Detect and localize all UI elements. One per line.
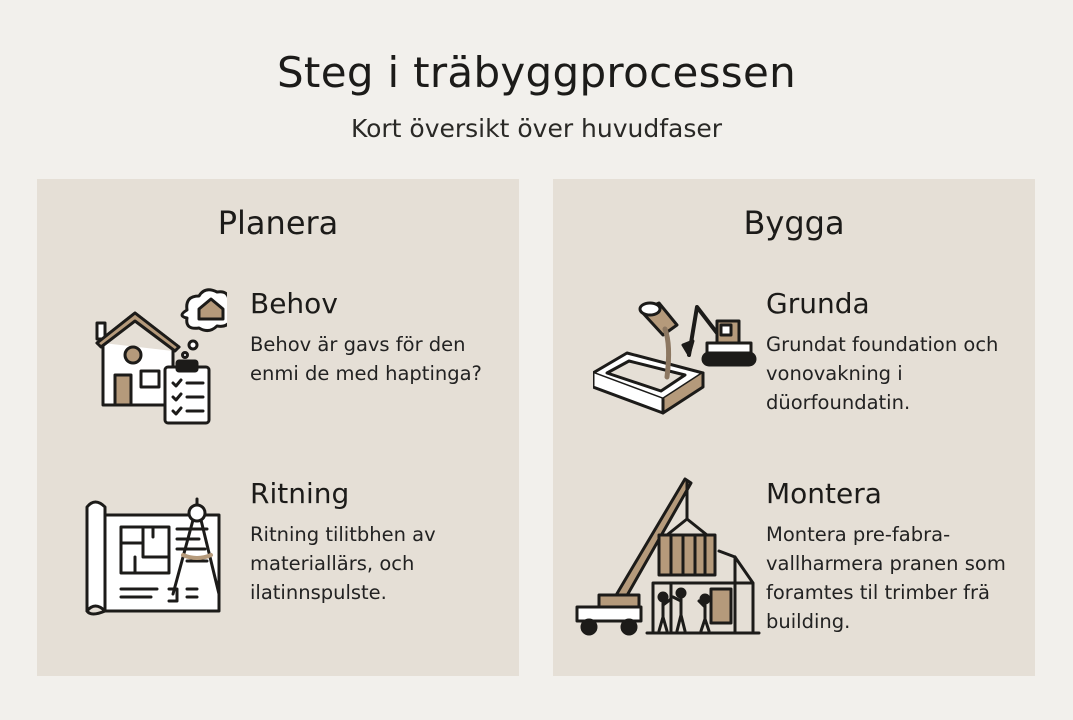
page-subtitle: Kort översikt över huvudfaser: [350, 114, 723, 143]
panel-title: Planera: [217, 204, 339, 242]
panel-planera: [37, 179, 519, 676]
page-title: Steg i träbyggprocessen: [276, 48, 797, 97]
house-with-checklist-icon: [77, 287, 227, 437]
step-description: Montera pre-fabra-vallharmera pranen som foramtes til trimber frä building.: [766, 523, 1006, 633]
concrete-pour-excavator-icon: [593, 287, 743, 437]
step-grunda: [553, 287, 1035, 447]
step-heading: Grunda: [766, 287, 870, 320]
step-description: Behov är gavs för den enmi de med haptinga?: [250, 333, 482, 385]
step-behov: [37, 287, 519, 447]
step-description: Grundat foundation och vonovakning i düorfoundatin.: [766, 333, 999, 414]
blueprint-compass-icon: [77, 477, 227, 627]
panel-title: Bygga: [743, 204, 845, 242]
step-heading: Behov: [250, 287, 338, 320]
step-ritning: [37, 477, 519, 637]
panel-bygga: [553, 179, 1035, 676]
step-description: Ritning tilitbhen av materiallärs, och ilatinnspulste.: [250, 523, 436, 604]
step-heading: Montera: [766, 477, 882, 510]
step-heading: Ritning: [250, 477, 350, 510]
crane-building-frame-icon: [575, 477, 725, 627]
step-montera: [553, 477, 1035, 637]
